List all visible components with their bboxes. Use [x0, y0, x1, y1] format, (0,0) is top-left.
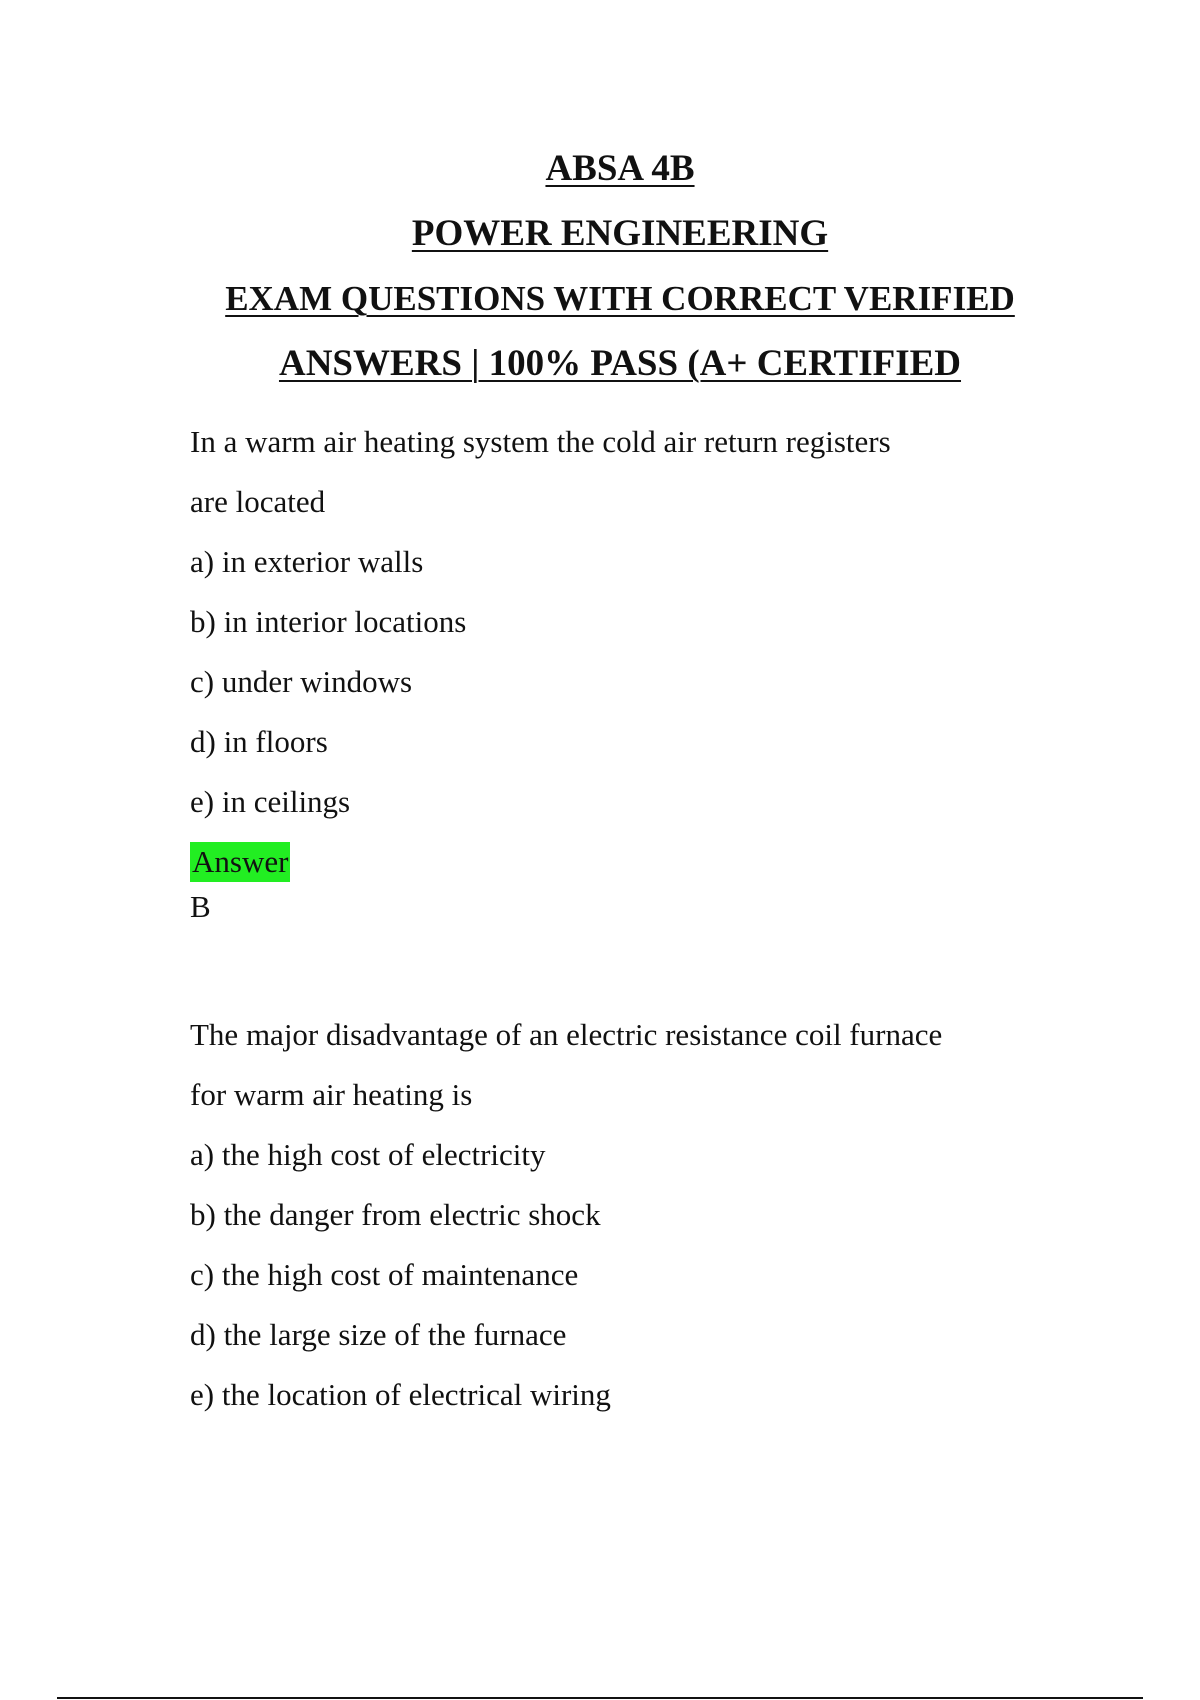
footer-rule — [57, 1697, 1143, 1699]
question-2-option-d: d) the large size of the furnace — [190, 1317, 567, 1352]
question-1-text-line-1: In a warm air heating system the cold air return registers — [190, 424, 891, 459]
question-2 — [190, 1005, 1050, 1425]
question-1-option-a: a) in exterior walls — [190, 544, 424, 579]
title-line-3: EXAM QUESTIONS WITH CORRECT VERIFIED — [225, 279, 1015, 318]
question-1 — [190, 412, 1050, 932]
question-2-option-e: e) the location of electrical wiring — [190, 1377, 611, 1412]
document-title — [0, 136, 1200, 396]
title-line-1: ABSA 4B — [545, 148, 695, 189]
question-1-option-d: d) in floors — [190, 724, 328, 759]
question-2-text-line-2: for warm air heating is — [190, 1077, 473, 1112]
question-1-option-e: e) in ceilings — [190, 784, 351, 819]
question-2-option-a: a) the high cost of electricity — [190, 1137, 546, 1172]
question-1-text-line-2: are located — [190, 484, 326, 519]
question-2-option-b: b) the danger from electric shock — [190, 1197, 601, 1232]
question-1-answer-value: B — [190, 889, 211, 924]
title-line-2: POWER ENGINEERING — [411, 213, 829, 254]
question-2-text-line-1: The major disadvantage of an electric resistance coil furnace — [190, 1017, 943, 1052]
question-1-answer-label: Answer — [190, 842, 290, 882]
question-2-option-c: c) the high cost of maintenance — [190, 1257, 579, 1292]
question-1-option-c: c) under windows — [190, 664, 413, 699]
question-1-option-b: b) in interior locations — [190, 604, 467, 639]
title-line-4: ANSWERS | 100% PASS (A+ CERTIFIED — [278, 343, 962, 384]
